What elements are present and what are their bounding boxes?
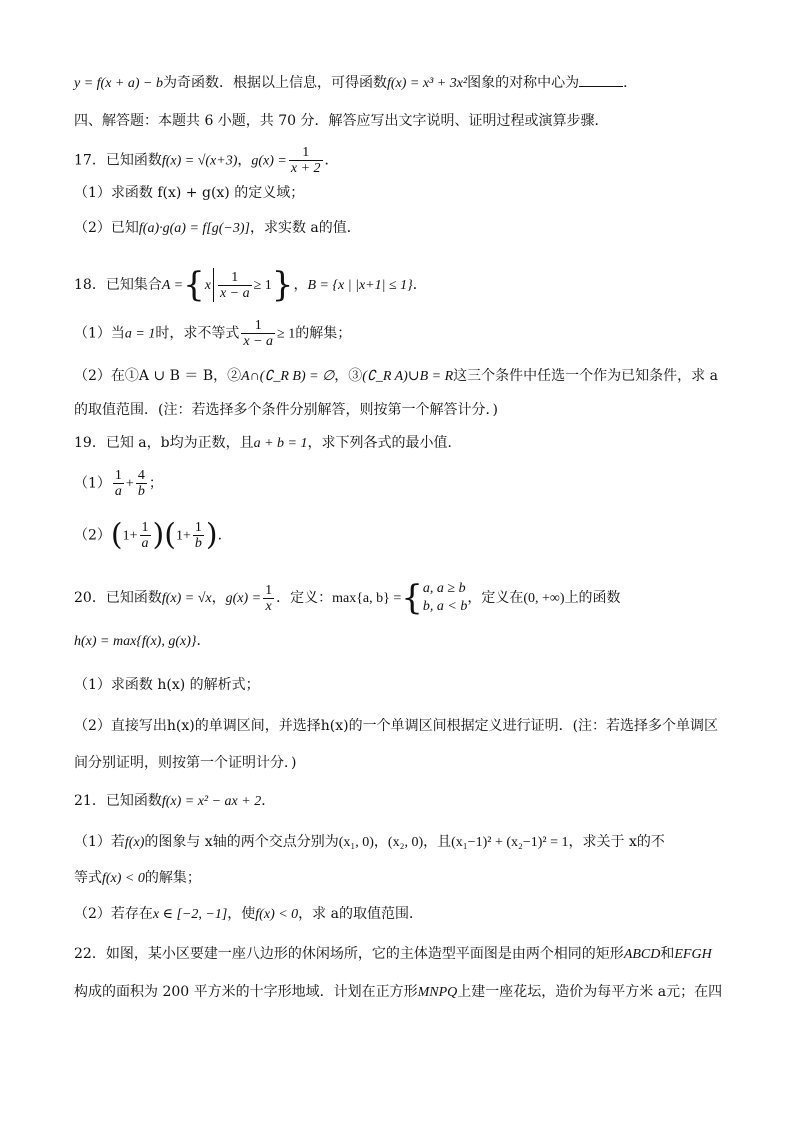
- text: （1）当: [74, 325, 125, 342]
- numerator: 1: [241, 318, 275, 334]
- fraction: [193, 520, 204, 551]
- q22-line2: [74, 982, 722, 1003]
- text: ，: [211, 590, 226, 606]
- math-interval: (0, +∞): [523, 591, 565, 606]
- text: ．: [324, 152, 339, 169]
- math-cubic: f(x) = x³ + 3x²: [386, 76, 468, 91]
- text: ，求关于 x的不: [568, 834, 665, 850]
- denominator: x − a: [219, 285, 250, 301]
- text: ．: [623, 75, 638, 91]
- math-equation: (x₁−1)² + (x₂−1)² = 1: [451, 835, 569, 850]
- section-heading: 四、解答题：本题共 6 小题，共 70 分．解答应写出文字说明、证明过程或演算步骤．: [74, 113, 609, 129]
- fraction: [113, 468, 124, 499]
- q19-part2: [74, 517, 223, 553]
- answer-blank: [579, 74, 623, 87]
- q19-stem: [74, 433, 461, 454]
- denominator: x + 2: [290, 161, 321, 176]
- numerator: 1: [194, 520, 202, 535]
- case-2: b, a < b: [422, 599, 468, 614]
- q21-part2: [74, 904, 423, 925]
- math-max: max{a, b} =: [332, 591, 402, 606]
- text: 等式: [74, 870, 102, 886]
- right-paren: ): [205, 517, 218, 553]
- q17-part1: （1）求函数 f(x) + g(x) 的定义域；: [74, 185, 305, 201]
- text: 上的函数: [564, 590, 621, 606]
- q22-line1: [74, 944, 712, 965]
- math-points: (x₁, 0)，(x₂, 0): [338, 835, 424, 850]
- math-condition3: (∁_R A)∪B = R: [362, 369, 454, 384]
- q18-stem: [74, 265, 427, 305]
- text: ．定义：: [276, 590, 333, 606]
- left-paren: (: [164, 517, 176, 553]
- math-g: g(x) =: [251, 153, 287, 169]
- text: （1）若: [74, 834, 125, 850]
- denominator: x: [265, 598, 272, 614]
- fraction: [140, 520, 151, 551]
- math-plus: +: [125, 476, 134, 492]
- math-h: h(x) = max{f(x), g(x)}: [74, 634, 197, 649]
- left-brace: {: [183, 265, 205, 305]
- text: ．: [196, 633, 211, 649]
- q17-part2: [74, 218, 361, 239]
- math-interval: x ∈ [−2, −1]: [152, 907, 228, 922]
- q21-stem: [74, 791, 275, 812]
- set-bar: [213, 268, 214, 302]
- text: ，求实数 a的值．: [249, 220, 361, 236]
- denominator: b: [137, 484, 145, 499]
- numerator: 1: [289, 145, 323, 161]
- text: 的解集；: [144, 870, 201, 886]
- text: 构成的面积为 200 平方米的十字形地域．计划在正方形: [74, 984, 418, 1000]
- math-inequality: f(x) < 0: [255, 907, 299, 922]
- q20-h-def: [74, 631, 210, 652]
- text: 22．如图，某小区要建一座八边形的休闲场所，它的主体造型平面图是由两个相同的矩形: [74, 946, 624, 962]
- q21-part1-cont: [74, 868, 201, 889]
- q17-stem: [74, 145, 339, 176]
- text: 图象的对称中心为: [467, 75, 580, 91]
- text: 时，求不等式: [155, 325, 240, 342]
- math-one: 1+: [122, 528, 138, 544]
- text: 21．已知函数: [74, 793, 162, 809]
- text: 17．已知函数: [74, 152, 162, 169]
- text: ，: [237, 152, 252, 169]
- text: ，使: [227, 906, 256, 922]
- text: ，定义在: [467, 590, 524, 606]
- q19-part1: [74, 468, 163, 499]
- left-brace: {: [401, 578, 423, 618]
- text: ，且: [423, 834, 452, 850]
- math-a1: a = 1: [124, 326, 156, 342]
- q18-part2-cont: 的取值范围．(注：若选择多个条件分别解答，则按第一个解答计分．): [74, 402, 498, 418]
- math-condition: a + b = 1: [253, 436, 308, 451]
- q20-part2: （2）直接写出h(x)的单调区间，并选择h(x)的一个单调区间根据定义进行证明．(注：若选择多个单调区: [74, 718, 719, 734]
- text: ，求下列各式的最小值．: [307, 435, 462, 451]
- q20-part2-cont: 间分别证明，则按第一个证明计分．): [74, 755, 297, 771]
- text: ，③: [334, 368, 363, 384]
- math-odd-function: y = f(x + a) − b: [74, 76, 163, 91]
- denominator: a: [114, 484, 122, 499]
- text: .: [217, 527, 223, 544]
- numerator: 1: [141, 520, 149, 535]
- math-g: g(x) =: [225, 591, 262, 606]
- math-equation: f(a)·g(a) = f[g(−3)]: [138, 221, 250, 236]
- text: （1）: [74, 475, 111, 492]
- piecewise: [423, 580, 467, 616]
- text: 20．已知函数: [74, 590, 162, 606]
- numerator: 4: [137, 468, 145, 483]
- text: ，: [293, 277, 308, 293]
- text: 这三个条件中任选一个作为已知条件，求 a: [453, 368, 718, 384]
- text: ．: [261, 793, 276, 809]
- text: 上建一座花坛，造价为每平方米 a元；在四: [457, 984, 723, 1000]
- math-f: f(x) = √(x+3): [161, 153, 238, 169]
- text: ，求 a的取值范围．: [298, 906, 423, 922]
- denominator: b: [194, 536, 202, 551]
- math-ge: ≥ 1: [253, 278, 272, 293]
- text: ；: [148, 475, 163, 492]
- math-x: x: [204, 278, 211, 293]
- text: 18．已知集合: [74, 277, 162, 293]
- text: 19．已知 a，b均为正数，且: [74, 435, 254, 451]
- q16-tail-line: [74, 73, 637, 94]
- text: （2）在①A ∪ B ＝ B，②: [74, 368, 242, 384]
- math-f: f(x): [124, 835, 145, 850]
- right-paren: ): [152, 517, 165, 553]
- math-A: A =: [161, 278, 184, 293]
- numerator: 1: [218, 270, 252, 286]
- text: 为奇函数．根据以上信息，可得函数: [162, 75, 387, 91]
- fraction: [136, 468, 147, 499]
- math-B: B = {x | |x+1| ≤ 1}: [307, 278, 413, 293]
- text: （2）若存在: [74, 906, 153, 922]
- math-f: f(x) = x² − ax + 2: [161, 794, 262, 809]
- right-brace: }: [271, 265, 294, 305]
- math-f: f(x) = √x: [161, 591, 212, 606]
- q18-part1: [74, 318, 351, 349]
- text: （2）: [74, 527, 111, 544]
- text: 和: [660, 946, 675, 962]
- math-ABCD: ABCD: [623, 947, 661, 962]
- math-ge: ≥ 1: [277, 326, 296, 342]
- fraction: [218, 270, 252, 301]
- text: （2）已知: [74, 220, 139, 236]
- numerator: 1: [114, 468, 122, 483]
- math-one: 1+: [175, 528, 191, 544]
- fraction: [241, 318, 275, 349]
- numerator: 1: [265, 582, 273, 598]
- denominator: a: [141, 536, 149, 551]
- fraction: [263, 583, 274, 614]
- case-1: a, a ≥ b: [422, 581, 466, 596]
- math-inequality: f(x) < 0: [102, 871, 145, 886]
- math-condition2: A∩(∁_R B) = ∅: [241, 369, 335, 384]
- denominator: x − a: [243, 334, 274, 349]
- text: 的图象与 x轴的两个交点分别为: [144, 834, 339, 850]
- text: ．: [412, 277, 427, 293]
- left-paren: (: [110, 517, 123, 553]
- q18-part2: [74, 366, 718, 387]
- q20-stem: [74, 580, 621, 616]
- fraction: [289, 145, 323, 176]
- q20-part1: （1）求函数 h(x) 的解析式；: [74, 677, 260, 693]
- math-MNPQ: MNPQ: [417, 985, 458, 1000]
- text: 的解集；: [295, 325, 352, 342]
- math-EFGH: EFGH: [674, 947, 712, 962]
- q21-part1: [74, 832, 665, 853]
